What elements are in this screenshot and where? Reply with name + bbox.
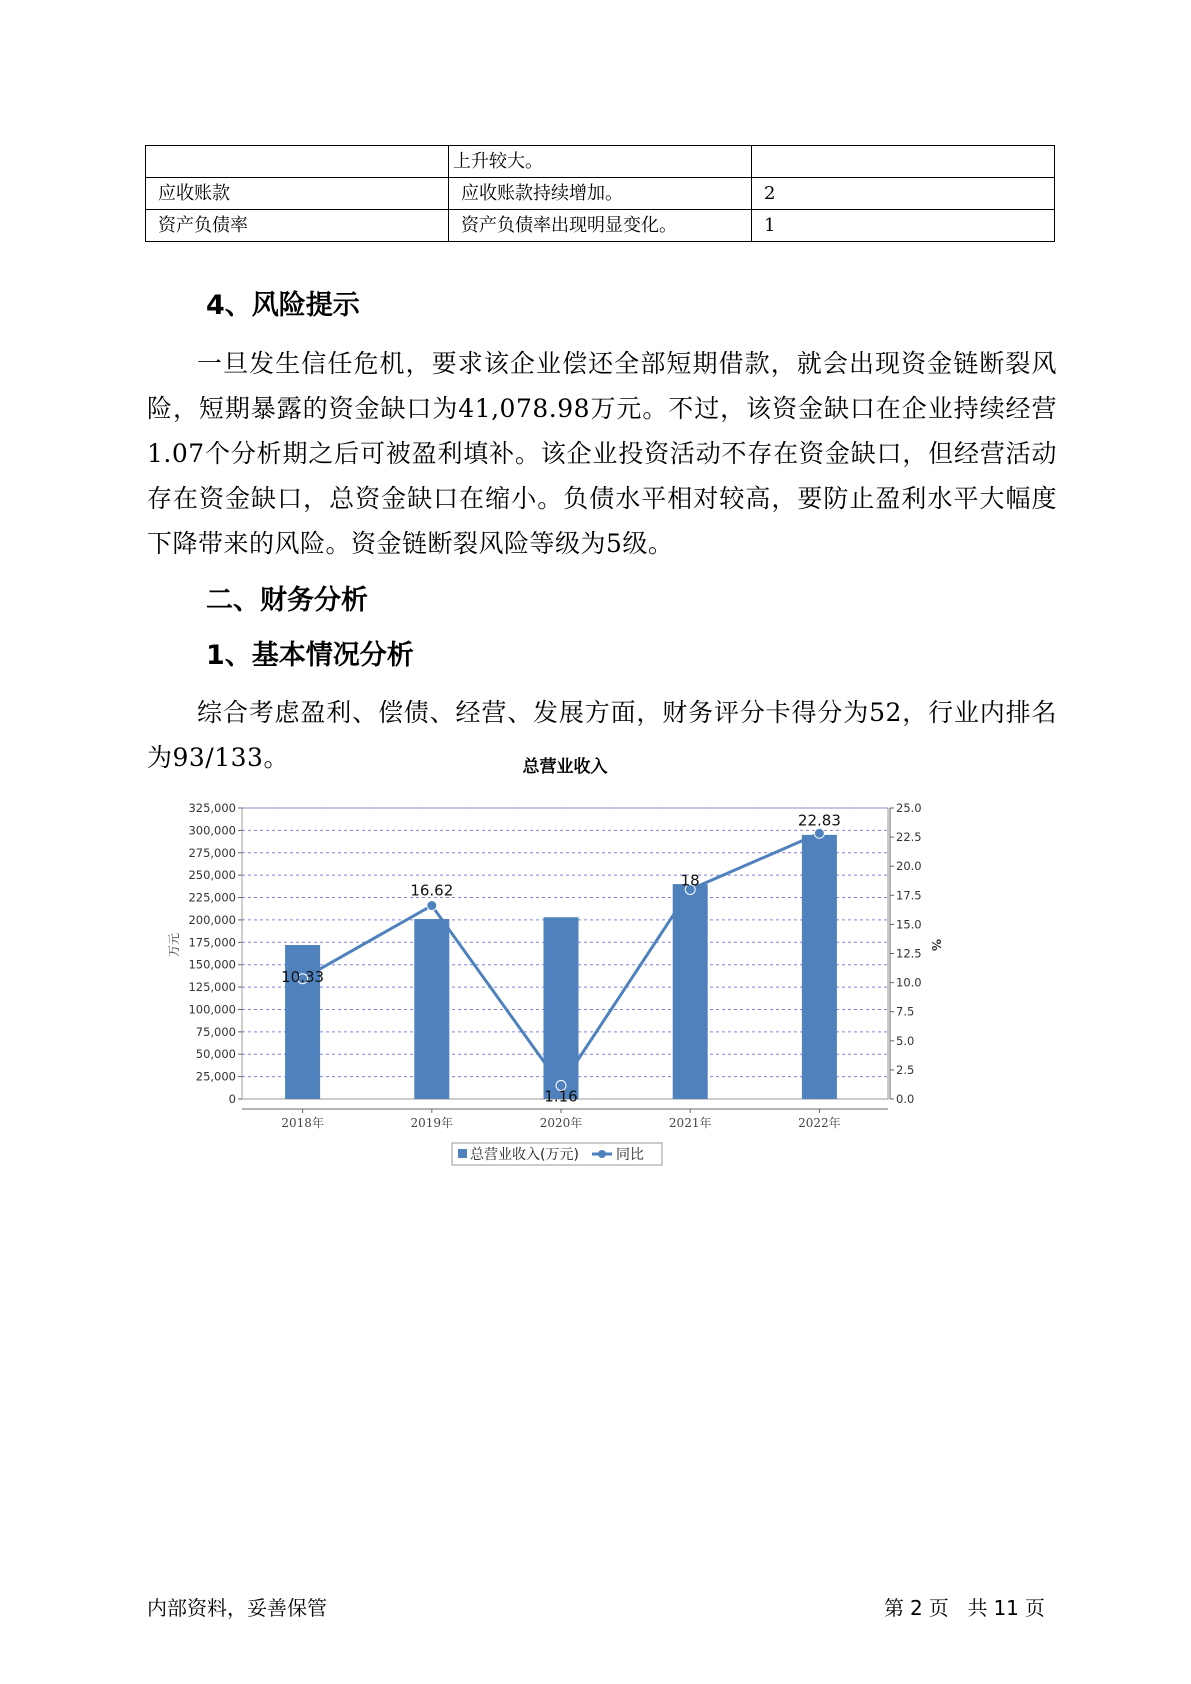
y-tick-label: 325,000: [188, 801, 236, 815]
x-tick-label: 2022年: [798, 1116, 841, 1130]
yoy-data-label: 16.62: [410, 881, 454, 900]
legend-line-label: 同比: [616, 1147, 644, 1163]
y2-tick-label: 7.5: [896, 1004, 915, 1019]
table-cell: 资产负债率出现明显变化。: [449, 210, 752, 242]
y-tick-label: 175,000: [188, 935, 236, 950]
section-heading-finance: 二、财务分析: [206, 585, 368, 616]
revenue-bar: [673, 884, 708, 1099]
table-row: [146, 146, 1055, 178]
y2-tick-label: 10.0: [896, 975, 922, 990]
yoy-data-label: 22.83: [797, 811, 841, 830]
y-tick-label: 250,000: [188, 868, 236, 883]
y-tick-label: 75,000: [195, 1024, 236, 1039]
y2-tick-label: 15.0: [896, 917, 922, 932]
y-tick-label: 200,000: [188, 912, 236, 927]
revenue-bar: [802, 835, 837, 1099]
table-cell: 应收账款持续增加。: [449, 178, 752, 210]
table-cell: 2: [752, 178, 1055, 210]
y2-tick-label: 22.5: [896, 830, 922, 845]
footer-confidential: 内部资料，妥善保管: [147, 1596, 327, 1620]
basic-paragraph: 综合考虑盈利、偿债、经营、发展方面，财务评分卡得分为52，行业内排名为93/133。: [147, 698, 1057, 772]
revenue-chart: [167, 757, 1050, 1275]
section-heading-risk: 4、风险提示: [206, 290, 360, 321]
risk-paragraph: 一旦发生信任危机，要求该企业偿还全部短期借款，就会出现资金链断裂风险，短期暴露的资金缺口为41,078.98万元。不过，该资金缺口在企业持续经营 1.07个分析期之后可被盈利填补。该企业投资活动不存在资金缺口，但经营活动存在资金缺口，总资金缺口在缩小。负债水平相对较高，要防止盈利水平大幅度下降带来的风险。资金链断裂风险等级为5级。: [147, 349, 1057, 558]
x-tick-label: 2020年: [539, 1116, 583, 1130]
yoy-point: [427, 901, 437, 911]
revenue-bar: [544, 917, 579, 1099]
table-cell: 上升较大。: [449, 146, 752, 178]
y-tick-label: 125,000: [188, 980, 236, 995]
risk-factor-table: [145, 145, 1055, 242]
y-axis-label: 万元: [167, 932, 181, 958]
y-tick-label: 300,000: [188, 823, 236, 838]
y2-tick-label: 17.5: [896, 888, 922, 903]
table-row: [146, 210, 1055, 242]
y2-axis-label: %: [929, 938, 943, 952]
revenue-chart-svg: [167, 757, 1050, 1275]
y-tick-label: 275,000: [188, 845, 236, 860]
y2-tick-label: 25.0: [896, 801, 922, 815]
section-heading-basic: 1、基本情况分析: [206, 640, 414, 671]
x-tick-label: 2021年: [668, 1116, 712, 1130]
yoy-data-label: 10.33: [281, 967, 325, 986]
y-tick-label: 150,000: [188, 957, 236, 972]
y2-tick-label: 0.0: [896, 1092, 915, 1106]
y2-tick-label: 12.5: [896, 946, 922, 961]
legend-bar-label: 总营业收入(万元): [470, 1147, 579, 1163]
table-cell: 应收账款: [146, 178, 449, 210]
y-tick-label: 100,000: [188, 1002, 236, 1017]
y-tick-label: 25,000: [195, 1069, 236, 1084]
y-tick-label: 0: [228, 1092, 236, 1106]
y-tick-label: 50,000: [195, 1047, 236, 1062]
footer-page-number: 第 2 页 共 11 页: [884, 1596, 1045, 1620]
table-cell: [752, 146, 1055, 178]
y2-tick-label: 5.0: [896, 1033, 915, 1048]
yoy-point: [814, 828, 824, 838]
legend-bar-swatch: [458, 1149, 467, 1158]
table-cell: [146, 146, 449, 178]
y2-tick-label: 2.5: [896, 1062, 915, 1077]
table-cell: 资产负债率: [146, 210, 449, 242]
legend-line-marker: [598, 1150, 606, 1158]
yoy-data-label: 18: [680, 871, 700, 890]
table-row: [146, 178, 1055, 210]
y2-tick-label: 20.0: [896, 859, 922, 874]
yoy-data-label: 1.16: [544, 1087, 578, 1106]
chart-title: 总营业收入: [522, 757, 608, 777]
revenue-bar: [414, 919, 449, 1099]
table-cell: 1: [752, 210, 1055, 242]
x-tick-label: 2018年: [281, 1116, 324, 1130]
x-tick-label: 2019年: [410, 1116, 454, 1130]
y-tick-label: 225,000: [188, 890, 236, 905]
